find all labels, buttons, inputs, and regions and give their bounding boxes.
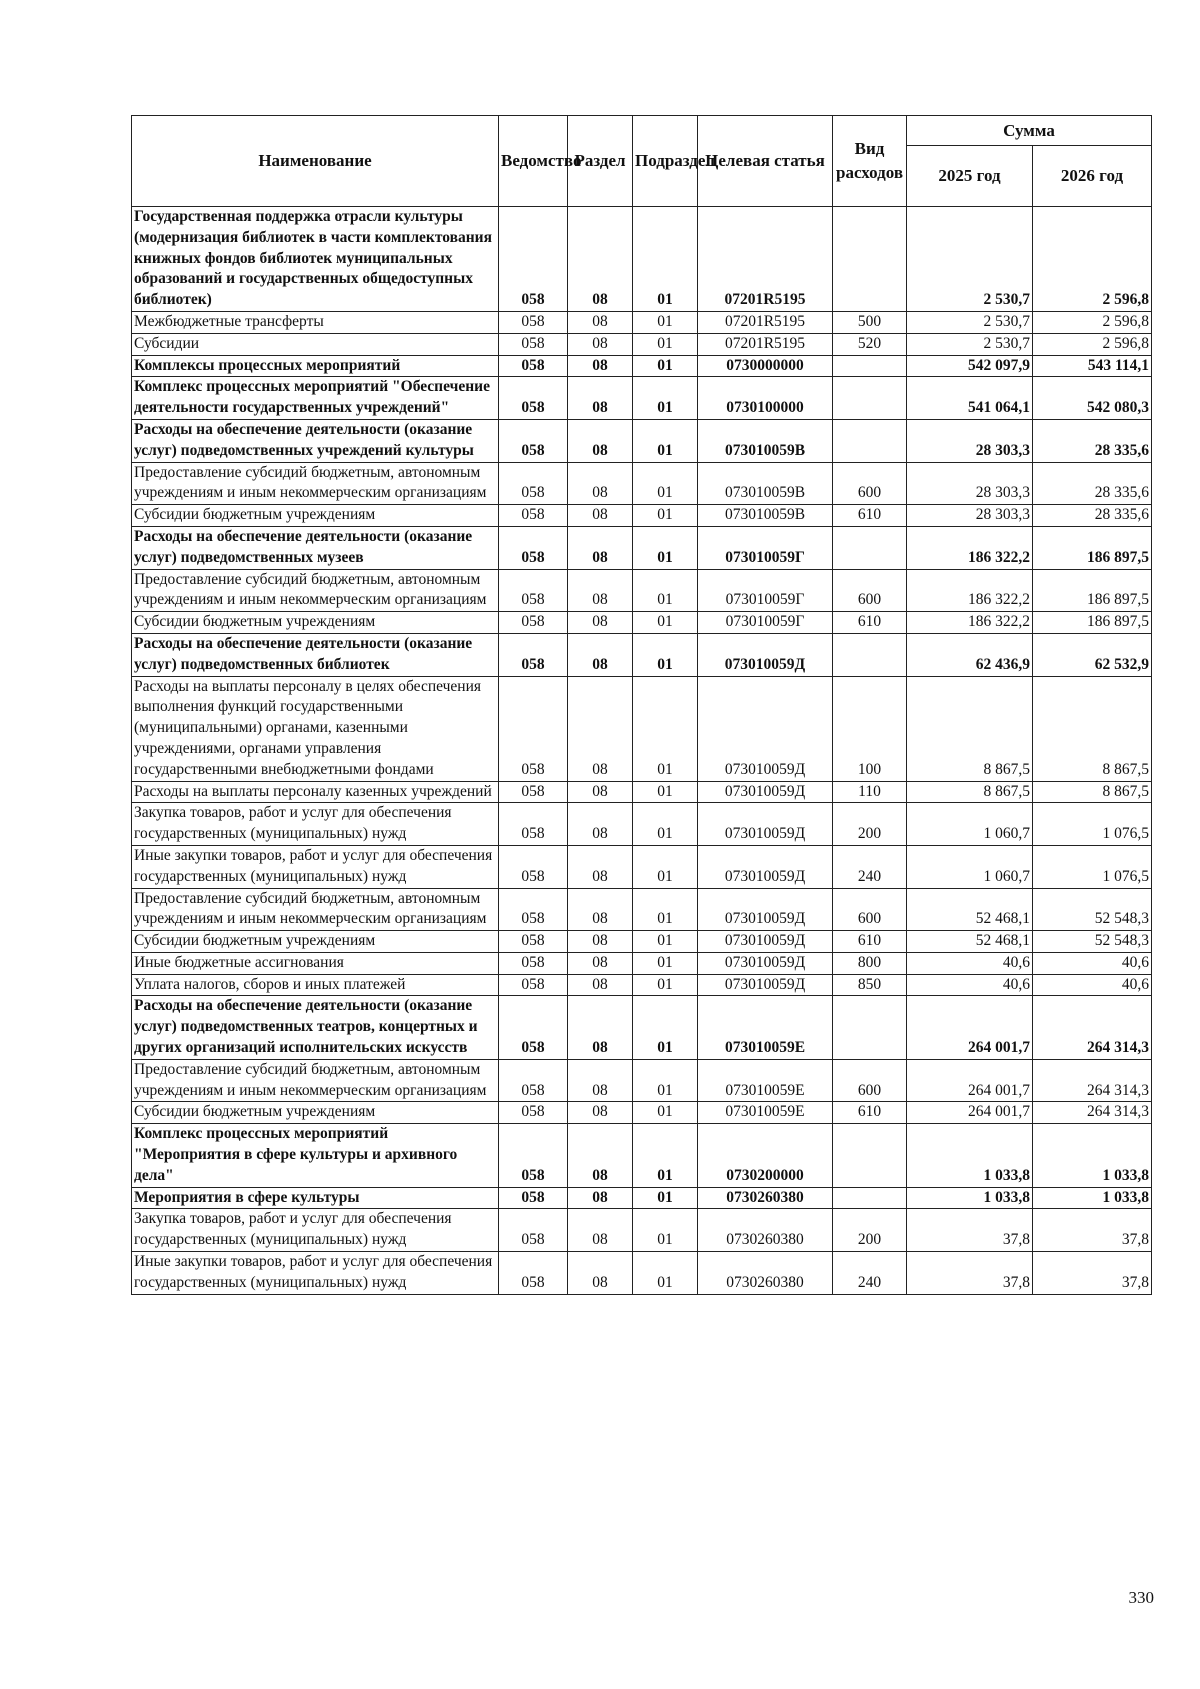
col-header-section: Раздел — [568, 116, 633, 207]
cell-subsection: 01 — [633, 845, 698, 888]
cell-section: 08 — [568, 207, 633, 312]
cell-2025: 40,6 — [907, 974, 1033, 996]
cell-subsection: 01 — [633, 505, 698, 527]
cell-subsection: 01 — [633, 377, 698, 420]
cell-2025: 1 060,7 — [907, 803, 1033, 846]
cell-expense-type: 600 — [833, 1059, 907, 1102]
cell-name: Предоставление субсидий бюджетным, автономным учреждениям и иным некоммерческим организациям — [132, 462, 499, 505]
cell-section: 08 — [568, 612, 633, 634]
cell-2026: 37,8 — [1033, 1209, 1152, 1252]
cell-subsection: 01 — [633, 633, 698, 676]
cell-2025: 1 033,8 — [907, 1187, 1033, 1209]
cell-target: 0730200000 — [698, 1124, 833, 1187]
cell-expense-type: 240 — [833, 845, 907, 888]
cell-2025: 37,8 — [907, 1209, 1033, 1252]
table-row — [132, 311, 1152, 333]
cell-dept: 058 — [499, 996, 568, 1059]
cell-target: 073010059Г — [698, 526, 833, 569]
cell-target: 073010059Д — [698, 888, 833, 931]
cell-2026: 8 867,5 — [1033, 676, 1152, 781]
cell-section: 08 — [568, 462, 633, 505]
cell-subsection: 01 — [633, 462, 698, 505]
cell-dept: 058 — [499, 377, 568, 420]
cell-2025: 541 064,1 — [907, 377, 1033, 420]
cell-2025: 52 468,1 — [907, 931, 1033, 953]
table-row — [132, 781, 1152, 803]
cell-section: 08 — [568, 1124, 633, 1187]
cell-section: 08 — [568, 569, 633, 612]
cell-dept: 058 — [499, 207, 568, 312]
cell-name: Субсидии бюджетным учреждениям — [132, 931, 499, 953]
table-row — [132, 377, 1152, 420]
cell-2026: 543 114,1 — [1033, 355, 1152, 377]
cell-2025: 186 322,2 — [907, 569, 1033, 612]
cell-2026: 28 335,6 — [1033, 505, 1152, 527]
cell-name: Расходы на выплаты персоналу в целях обеспечения выполнения функций государственными (муниципальными) органами, казенными учреждениями, органами управления государственными внебюджетными фондами — [132, 676, 499, 781]
cell-section: 08 — [568, 526, 633, 569]
cell-dept: 058 — [499, 1209, 568, 1252]
col-header-subsection: Подраздел — [633, 116, 698, 207]
cell-section: 08 — [568, 1102, 633, 1124]
cell-2025: 62 436,9 — [907, 633, 1033, 676]
cell-2026: 542 080,3 — [1033, 377, 1152, 420]
cell-subsection: 01 — [633, 803, 698, 846]
cell-section: 08 — [568, 996, 633, 1059]
cell-target: 073010059Д — [698, 781, 833, 803]
cell-dept: 058 — [499, 1102, 568, 1124]
cell-expense-type — [833, 1187, 907, 1209]
cell-2026: 8 867,5 — [1033, 781, 1152, 803]
cell-2025: 8 867,5 — [907, 676, 1033, 781]
cell-subsection: 01 — [633, 1209, 698, 1252]
cell-2026: 52 548,3 — [1033, 888, 1152, 931]
cell-name: Субсидии бюджетным учреждениям — [132, 505, 499, 527]
cell-target: 073010059Д — [698, 974, 833, 996]
cell-expense-type — [833, 355, 907, 377]
col-header-sum: Сумма — [907, 116, 1152, 146]
table-row — [132, 462, 1152, 505]
cell-2026: 186 897,5 — [1033, 526, 1152, 569]
cell-2025: 40,6 — [907, 952, 1033, 974]
cell-2026: 40,6 — [1033, 952, 1152, 974]
cell-2025: 37,8 — [907, 1252, 1033, 1295]
cell-target: 073010059Д — [698, 952, 833, 974]
cell-name: Иные закупки товаров, работ и услуг для обеспечения государственных (муниципальных) нужд — [132, 1252, 499, 1295]
cell-target: 07201R5195 — [698, 311, 833, 333]
cell-section: 08 — [568, 333, 633, 355]
cell-expense-type: 800 — [833, 952, 907, 974]
table-row — [132, 996, 1152, 1059]
table-row — [132, 952, 1152, 974]
cell-dept: 058 — [499, 612, 568, 634]
cell-subsection: 01 — [633, 888, 698, 931]
cell-2026: 2 596,8 — [1033, 207, 1152, 312]
cell-2026: 1 033,8 — [1033, 1124, 1152, 1187]
cell-dept: 058 — [499, 781, 568, 803]
table-row — [132, 974, 1152, 996]
cell-name: Субсидии — [132, 333, 499, 355]
table-row — [132, 633, 1152, 676]
cell-section: 08 — [568, 931, 633, 953]
cell-2026: 1 076,5 — [1033, 803, 1152, 846]
col-header-2025: 2025 год — [907, 146, 1033, 207]
cell-dept: 058 — [499, 633, 568, 676]
cell-2025: 28 303,3 — [907, 419, 1033, 462]
cell-expense-type: 200 — [833, 803, 907, 846]
cell-target: 073010059Г — [698, 569, 833, 612]
table-row — [132, 1187, 1152, 1209]
cell-2026: 186 897,5 — [1033, 569, 1152, 612]
cell-2025: 8 867,5 — [907, 781, 1033, 803]
cell-2025: 2 530,7 — [907, 311, 1033, 333]
cell-name: Расходы на обеспечение деятельности (оказание услуг) подведомственных музеев — [132, 526, 499, 569]
cell-section: 08 — [568, 1252, 633, 1295]
cell-target: 073010059Д — [698, 676, 833, 781]
cell-expense-type — [833, 1124, 907, 1187]
cell-expense-type: 610 — [833, 505, 907, 527]
cell-name: Иные закупки товаров, работ и услуг для обеспечения государственных (муниципальных) нужд — [132, 845, 499, 888]
cell-target: 0730260380 — [698, 1187, 833, 1209]
cell-expense-type: 600 — [833, 888, 907, 931]
cell-expense-type — [833, 419, 907, 462]
cell-subsection: 01 — [633, 952, 698, 974]
cell-dept: 058 — [499, 1059, 568, 1102]
cell-2025: 1 060,7 — [907, 845, 1033, 888]
cell-2025: 542 097,9 — [907, 355, 1033, 377]
cell-2025: 264 001,7 — [907, 996, 1033, 1059]
cell-2026: 186 897,5 — [1033, 612, 1152, 634]
table-row — [132, 419, 1152, 462]
cell-section: 08 — [568, 845, 633, 888]
cell-name: Расходы на обеспечение деятельности (оказание услуг) подведомственных библиотек — [132, 633, 499, 676]
cell-dept: 058 — [499, 311, 568, 333]
cell-section: 08 — [568, 952, 633, 974]
cell-dept: 058 — [499, 462, 568, 505]
budget-table — [131, 115, 1152, 1295]
cell-2025: 186 322,2 — [907, 612, 1033, 634]
table-row — [132, 1209, 1152, 1252]
cell-section: 08 — [568, 803, 633, 846]
cell-dept: 058 — [499, 803, 568, 846]
cell-name: Предоставление субсидий бюджетным, автономным учреждениям и иным некоммерческим организациям — [132, 1059, 499, 1102]
cell-section: 08 — [568, 311, 633, 333]
cell-section: 08 — [568, 633, 633, 676]
cell-name: Межбюджетные трансферты — [132, 311, 499, 333]
table-row — [132, 333, 1152, 355]
table-row — [132, 1102, 1152, 1124]
table-row — [132, 207, 1152, 312]
budget-table-body — [132, 207, 1152, 1295]
cell-target: 0730260380 — [698, 1209, 833, 1252]
cell-subsection: 01 — [633, 1102, 698, 1124]
cell-2025: 28 303,3 — [907, 462, 1033, 505]
cell-target: 073010059Е — [698, 1102, 833, 1124]
cell-target: 0730260380 — [698, 1252, 833, 1295]
cell-name: Комплекс процессных мероприятий "Мероприятия в сфере культуры и архивного дела" — [132, 1124, 499, 1187]
cell-expense-type: 240 — [833, 1252, 907, 1295]
col-header-2026: 2026 год — [1033, 146, 1152, 207]
table-row — [132, 845, 1152, 888]
cell-section: 08 — [568, 781, 633, 803]
col-header-expense-type: Вид расходов — [833, 116, 907, 207]
cell-expense-type: 600 — [833, 462, 907, 505]
cell-dept: 058 — [499, 888, 568, 931]
cell-expense-type — [833, 996, 907, 1059]
cell-expense-type: 850 — [833, 974, 907, 996]
cell-expense-type: 520 — [833, 333, 907, 355]
cell-subsection: 01 — [633, 569, 698, 612]
budget-sheet — [131, 115, 1151, 1295]
col-header-name: Наименование — [132, 116, 499, 207]
cell-expense-type — [833, 377, 907, 420]
cell-2026: 2 596,8 — [1033, 311, 1152, 333]
cell-subsection: 01 — [633, 355, 698, 377]
table-row — [132, 1059, 1152, 1102]
cell-section: 08 — [568, 419, 633, 462]
header-row-top — [132, 116, 1152, 146]
cell-dept: 058 — [499, 974, 568, 996]
cell-2025: 2 530,7 — [907, 207, 1033, 312]
cell-2026: 28 335,6 — [1033, 462, 1152, 505]
cell-dept: 058 — [499, 1252, 568, 1295]
cell-dept: 058 — [499, 845, 568, 888]
cell-section: 08 — [568, 888, 633, 931]
cell-name: Уплата налогов, сборов и иных платежей — [132, 974, 499, 996]
cell-dept: 058 — [499, 355, 568, 377]
cell-name: Расходы на обеспечение деятельности (оказание услуг) подведомственных театров, концертных и других организаций исполнительских искусств — [132, 996, 499, 1059]
cell-name: Предоставление субсидий бюджетным, автономным учреждениям и иным некоммерческим организациям — [132, 888, 499, 931]
table-row — [132, 1252, 1152, 1295]
cell-name: Закупка товаров, работ и услуг для обеспечения государственных (муниципальных) нужд — [132, 803, 499, 846]
cell-expense-type: 610 — [833, 612, 907, 634]
cell-target: 073010059Д — [698, 931, 833, 953]
cell-2025: 2 530,7 — [907, 333, 1033, 355]
table-row — [132, 1124, 1152, 1187]
col-header-dept: Ведомство — [499, 116, 568, 207]
cell-expense-type — [833, 207, 907, 312]
cell-name: Предоставление субсидий бюджетным, автономным учреждениям и иным некоммерческим организациям — [132, 569, 499, 612]
cell-subsection: 01 — [633, 931, 698, 953]
cell-subsection: 01 — [633, 207, 698, 312]
cell-section: 08 — [568, 1187, 633, 1209]
cell-subsection: 01 — [633, 781, 698, 803]
table-row — [132, 888, 1152, 931]
cell-dept: 058 — [499, 526, 568, 569]
cell-name: Мероприятия в сфере культуры — [132, 1187, 499, 1209]
cell-expense-type: 110 — [833, 781, 907, 803]
cell-dept: 058 — [499, 1124, 568, 1187]
table-row — [132, 569, 1152, 612]
cell-section: 08 — [568, 1209, 633, 1252]
cell-name: Расходы на выплаты персоналу казенных учреждений — [132, 781, 499, 803]
cell-section: 08 — [568, 377, 633, 420]
table-row — [132, 526, 1152, 569]
cell-target: 073010059В — [698, 419, 833, 462]
cell-name: Государственная поддержка отрасли культуры (модернизация библиотек в части комплектования книжных фондов библиотек муниципальных образований и государственных общедоступных библиотек) — [132, 207, 499, 312]
table-row — [132, 612, 1152, 634]
cell-subsection: 01 — [633, 1124, 698, 1187]
cell-subsection: 01 — [633, 333, 698, 355]
cell-target: 073010059Г — [698, 612, 833, 634]
cell-2025: 1 033,8 — [907, 1124, 1033, 1187]
cell-subsection: 01 — [633, 526, 698, 569]
cell-subsection: 01 — [633, 419, 698, 462]
cell-subsection: 01 — [633, 1187, 698, 1209]
cell-target: 073010059Е — [698, 996, 833, 1059]
page-number: 330 — [1128, 1588, 1154, 1607]
cell-2026: 52 548,3 — [1033, 931, 1152, 953]
cell-2025: 264 001,7 — [907, 1102, 1033, 1124]
table-row — [132, 505, 1152, 527]
cell-dept: 058 — [499, 952, 568, 974]
cell-dept: 058 — [499, 569, 568, 612]
cell-2025: 186 322,2 — [907, 526, 1033, 569]
cell-section: 08 — [568, 505, 633, 527]
cell-subsection: 01 — [633, 612, 698, 634]
cell-target: 07201R5195 — [698, 207, 833, 312]
cell-target: 073010059В — [698, 505, 833, 527]
cell-target: 0730100000 — [698, 377, 833, 420]
cell-name: Закупка товаров, работ и услуг для обеспечения государственных (муниципальных) нужд — [132, 1209, 499, 1252]
cell-subsection: 01 — [633, 974, 698, 996]
cell-expense-type: 100 — [833, 676, 907, 781]
cell-target: 0730000000 — [698, 355, 833, 377]
cell-2026: 1 033,8 — [1033, 1187, 1152, 1209]
cell-dept: 058 — [499, 505, 568, 527]
cell-subsection: 01 — [633, 1059, 698, 1102]
cell-expense-type — [833, 526, 907, 569]
cell-expense-type: 610 — [833, 1102, 907, 1124]
cell-dept: 058 — [499, 419, 568, 462]
cell-2025: 28 303,3 — [907, 505, 1033, 527]
cell-dept: 058 — [499, 333, 568, 355]
cell-expense-type: 600 — [833, 569, 907, 612]
cell-expense-type — [833, 633, 907, 676]
cell-dept: 058 — [499, 676, 568, 781]
cell-expense-type: 500 — [833, 311, 907, 333]
table-row — [132, 676, 1152, 781]
cell-name: Субсидии бюджетным учреждениям — [132, 612, 499, 634]
cell-2026: 62 532,9 — [1033, 633, 1152, 676]
cell-subsection: 01 — [633, 1252, 698, 1295]
cell-2026: 264 314,3 — [1033, 1059, 1152, 1102]
cell-expense-type: 200 — [833, 1209, 907, 1252]
table-row — [132, 355, 1152, 377]
cell-name: Иные бюджетные ассигнования — [132, 952, 499, 974]
col-header-target: Целевая статья — [698, 116, 833, 207]
cell-section: 08 — [568, 974, 633, 996]
cell-section: 08 — [568, 355, 633, 377]
cell-dept: 058 — [499, 1187, 568, 1209]
cell-name: Комплексы процессных мероприятий — [132, 355, 499, 377]
cell-2026: 264 314,3 — [1033, 996, 1152, 1059]
cell-2026: 1 076,5 — [1033, 845, 1152, 888]
cell-2026: 40,6 — [1033, 974, 1152, 996]
cell-target: 073010059Д — [698, 803, 833, 846]
cell-2026: 37,8 — [1033, 1252, 1152, 1295]
cell-target: 073010059Д — [698, 845, 833, 888]
cell-subsection: 01 — [633, 996, 698, 1059]
cell-section: 08 — [568, 1059, 633, 1102]
cell-target: 07201R5195 — [698, 333, 833, 355]
cell-name: Расходы на обеспечение деятельности (оказание услуг) подведомственных учреждений культуры — [132, 419, 499, 462]
cell-expense-type: 610 — [833, 931, 907, 953]
cell-name: Комплекс процессных мероприятий "Обеспечение деятельности государственных учреждений" — [132, 377, 499, 420]
cell-subsection: 01 — [633, 311, 698, 333]
cell-target: 073010059Е — [698, 1059, 833, 1102]
cell-subsection: 01 — [633, 676, 698, 781]
cell-section: 08 — [568, 676, 633, 781]
cell-dept: 058 — [499, 931, 568, 953]
cell-name: Субсидии бюджетным учреждениям — [132, 1102, 499, 1124]
cell-2026: 264 314,3 — [1033, 1102, 1152, 1124]
cell-2026: 28 335,6 — [1033, 419, 1152, 462]
cell-2026: 2 596,8 — [1033, 333, 1152, 355]
cell-2025: 264 001,7 — [907, 1059, 1033, 1102]
table-row — [132, 803, 1152, 846]
cell-target: 073010059В — [698, 462, 833, 505]
cell-2025: 52 468,1 — [907, 888, 1033, 931]
table-row — [132, 931, 1152, 953]
cell-target: 073010059Д — [698, 633, 833, 676]
